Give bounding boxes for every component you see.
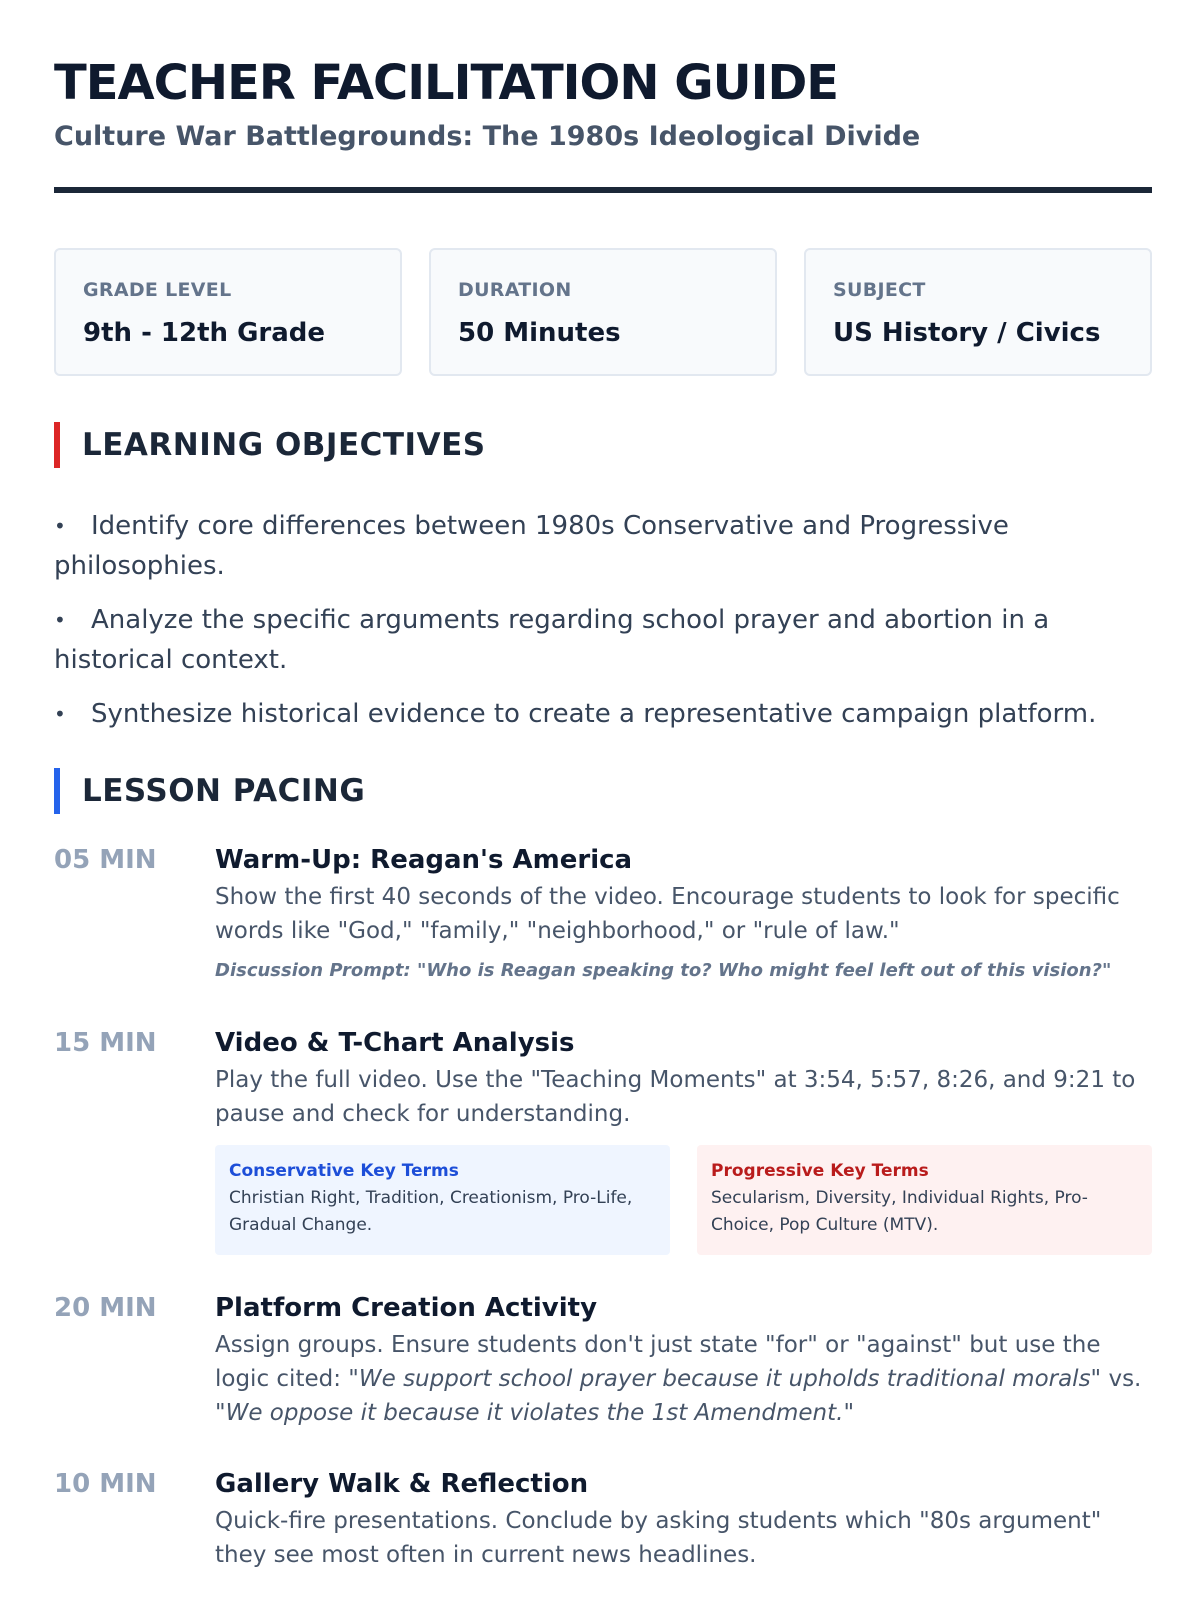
- progressive-terms-box: [697, 1145, 1152, 1255]
- bullet-icon: •: [54, 514, 66, 538]
- step-body: [215, 1467, 1152, 1572]
- objective-item: [54, 506, 1152, 586]
- progressive-terms-text: Secularism, Diversity, Individual Rights, Pro-Choice, Pop Culture (MTV).: [711, 1188, 1088, 1235]
- pacing-accent-bar: [54, 768, 60, 814]
- step-description: Quick-fire presentations. Conclude by asking students which "80s argument" they see most often in current news headlines.: [215, 1508, 1102, 1568]
- versus-text: vs.: [1108, 1366, 1142, 1392]
- oppose-quote: "We oppose it because it violates the 1st Amendment.": [215, 1400, 855, 1426]
- objective-item: [54, 694, 1152, 734]
- grade-level-label: GRADE LEVEL: [83, 279, 232, 301]
- key-terms-row: [215, 1145, 1152, 1255]
- subject-card: [804, 248, 1152, 376]
- step-description-intro: Assign groups. Ensure students don't just state "for" or "against" but use the logic cited:: [215, 1332, 1101, 1392]
- objective-text: Analyze the specific arguments regarding school prayer and abortion in a historical context.: [54, 605, 1050, 675]
- step-description: Show the first 40 seconds of the video. Encourage students to look for specific words like "God," "family," "neighborhood," or "rule of law.": [215, 884, 1120, 944]
- objective-text: Synthesize historical evidence to create a representative campaign platform.: [91, 699, 1097, 729]
- discussion-prompt: Discussion Prompt: "Who is Reagan speaking to? Who might feel left out of this vision?": [215, 960, 1112, 981]
- bullet-icon: •: [54, 608, 66, 632]
- subject-value: US History / Civics: [833, 318, 1101, 348]
- step-duration: 15 MIN: [54, 1028, 157, 1058]
- grade-level-card: [54, 248, 402, 376]
- lesson-info-row: [54, 248, 1152, 376]
- objective-text: Identify core differences between 1980s Conservative and Progressive philosophies.: [54, 511, 1009, 581]
- duration-value: 50 Minutes: [458, 318, 621, 348]
- step-body: [215, 1026, 1152, 1255]
- conservative-terms-box: [215, 1145, 670, 1255]
- conservative-terms-title: Conservative Key Terms: [229, 1161, 459, 1181]
- step-description: [215, 1328, 1152, 1430]
- pacing-title: LESSON PACING: [82, 773, 366, 809]
- title-divider: [54, 187, 1152, 193]
- step-title: Warm-Up: Reagan's America: [215, 845, 633, 875]
- objective-item: [54, 600, 1152, 680]
- step-body: [215, 1291, 1152, 1430]
- step-title: Video & T-Chart Analysis: [215, 1028, 575, 1058]
- step-title: Platform Creation Activity: [215, 1293, 598, 1323]
- step-description: Play the full video. Use the "Teaching Moments" at 3:54, 5:57, 8:26, and 9:21 to pause and check for understanding.: [215, 1067, 1136, 1127]
- step-duration: 20 MIN: [54, 1293, 157, 1323]
- step-duration: 10 MIN: [54, 1469, 157, 1499]
- page-subtitle: Culture War Battlegrounds: The 1980s Ideological Divide: [54, 121, 921, 152]
- progressive-terms-title: Progressive Key Terms: [711, 1161, 929, 1181]
- objectives-title: LEARNING OBJECTIVES: [82, 427, 486, 463]
- subject-label: SUBJECT: [833, 279, 926, 301]
- page-title: TEACHER FACILITATION GUIDE: [54, 55, 839, 111]
- pacing-heading: [54, 768, 365, 814]
- bullet-icon: •: [54, 702, 66, 726]
- duration-label: DURATION: [458, 279, 572, 301]
- duration-card: [429, 248, 777, 376]
- objectives-accent-bar: [54, 422, 60, 468]
- grade-level-value: 9th - 12th Grade: [83, 318, 326, 348]
- step-body: [215, 843, 1152, 981]
- objectives-heading: [54, 422, 486, 468]
- objectives-list: [54, 506, 1152, 748]
- conservative-terms-text: Christian Right, Tradition, Creationism, Pro-Life, Gradual Change.: [229, 1188, 633, 1235]
- step-duration: 05 MIN: [54, 845, 157, 875]
- step-title: Gallery Walk & Reflection: [215, 1469, 589, 1499]
- support-quote: "We support school prayer because it upholds traditional morals": [348, 1366, 1102, 1392]
